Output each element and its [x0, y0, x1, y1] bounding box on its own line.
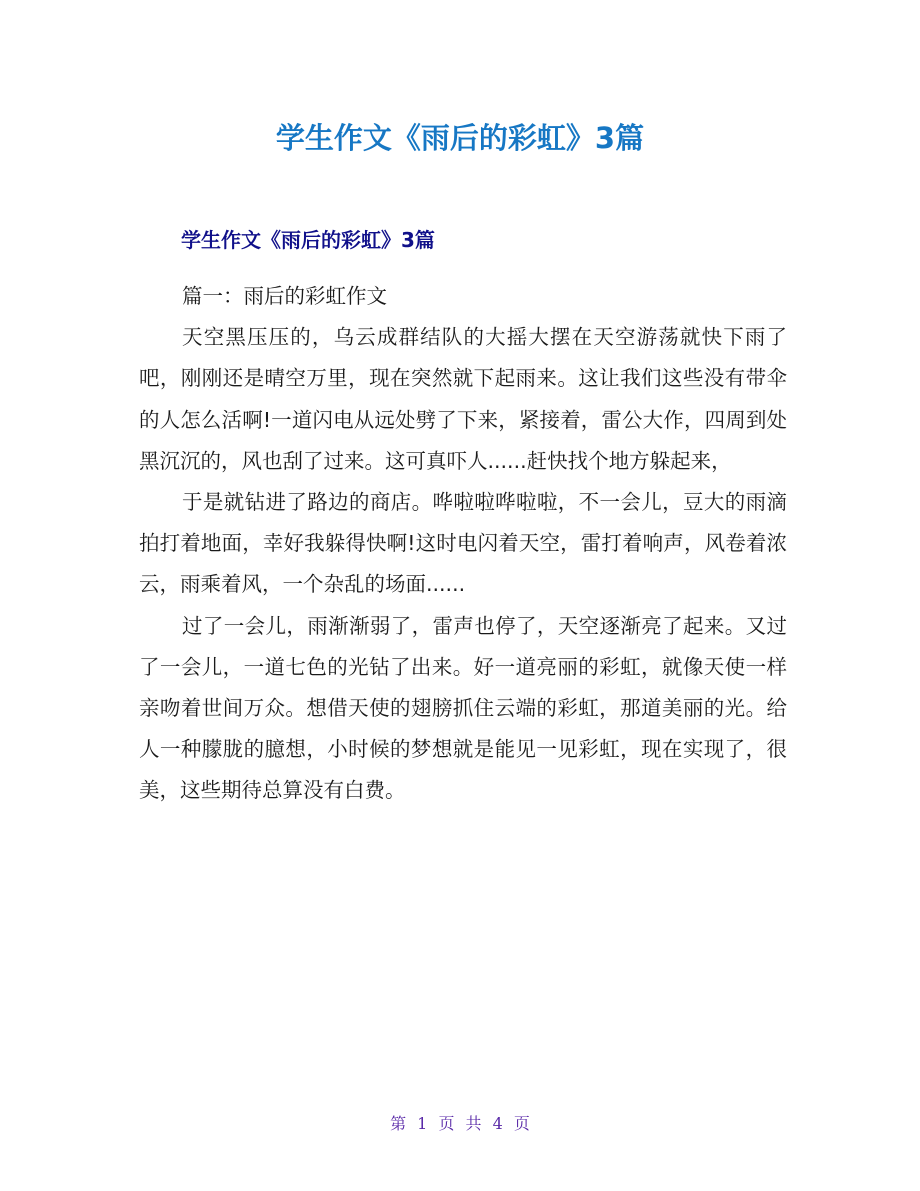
section-heading: 篇一：雨后的彩虹作文 — [182, 284, 388, 308]
paragraph-1: 天空黑压压的，乌云成群结队的大摇大摆在天空游荡就快下雨了吧，刚刚还是晴空万里，现在突然就下起雨来。这让我们这些没有带伞的人怎么活啊!一道闪电从远处劈了下来，紧接着，雷公大作，四周到处黑沉沉的，风也刮了过来。这可真吓人......赶快找个地方躲起来， — [139, 325, 787, 473]
document-title: 学生作文《雨后的彩虹》3篇 — [275, 121, 645, 155]
document-body — [139, 276, 787, 812]
page-footer: 第 1 页 共 4 页 — [390, 1114, 530, 1133]
paragraph-2: 于是就钻进了路边的商店。哗啦啦哗啦啦，不一会儿，豆大的雨滴拍打着地面，幸好我躲得快啊!这时电闪着天空，雷打着响声，风卷着浓云，雨乘着风，一个杂乱的场面...... — [139, 490, 787, 597]
document-subtitle: 学生作文《雨后的彩虹》3篇 — [181, 228, 435, 252]
paragraph-3: 过了一会儿，雨渐渐弱了，雷声也停了，天空逐渐亮了起来。又过了一会儿，一道七色的光钻了出来。好一道亮丽的彩虹，就像天使一样亲吻着世间万众。想借天使的翅膀抓住云端的彩虹，那道美丽的光。给人一种朦胧的臆想，小时候的梦想就是能见一见彩虹，现在实现了，很美，这些期待总算没有白费。 — [139, 613, 787, 803]
